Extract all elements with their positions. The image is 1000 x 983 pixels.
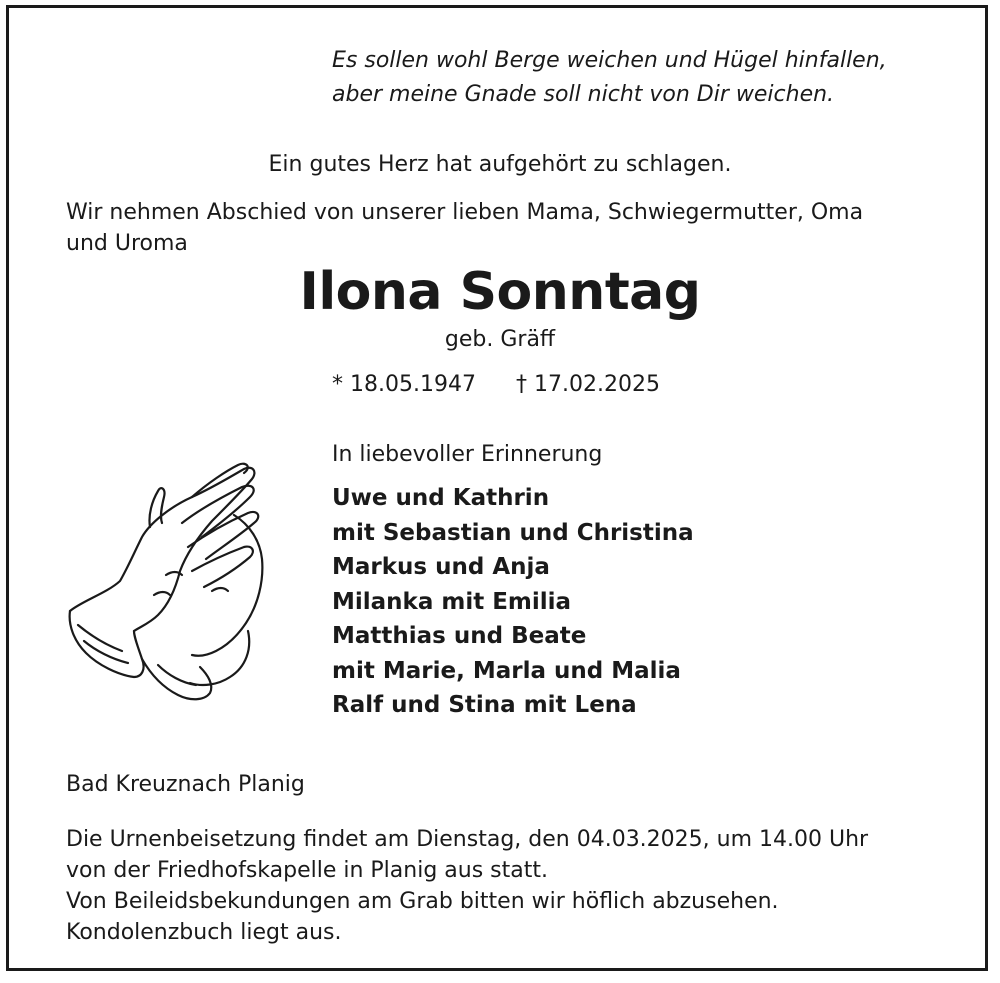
- death-date: † 17.02.2025: [516, 372, 660, 397]
- mourner-line: Markus und Anja: [332, 554, 550, 580]
- farewell-line-2: und Uroma: [66, 231, 188, 256]
- motto-line-1: Es sollen wohl Berge weichen und Hügel hinfallen,: [332, 48, 887, 73]
- motto-line-2: aber meine Gnade soll nicht von Dir weichen.: [332, 82, 835, 107]
- birth-date: * 18.05.1947: [332, 372, 476, 397]
- notice-line-3: Von Beileidsbekundungen am Grab bitten wir höflich abzusehen.: [66, 889, 779, 914]
- mourner-line: Matthias und Beate: [332, 623, 587, 649]
- farewell-line-1: Wir nehmen Abschied von unserer lieben Mama, Schwiegermutter, Oma: [66, 200, 864, 225]
- maiden-name: geb. Gräff: [444, 327, 556, 352]
- notice-line-4: Kondolenzbuch liegt aus.: [66, 920, 342, 945]
- intro-text: Ein gutes Herz hat aufgehört zu schlagen.: [268, 152, 732, 177]
- mourner-line: Milanka mit Emilia: [332, 588, 572, 615]
- deceased-name: Ilona Sonntag: [299, 262, 701, 322]
- mourner-line: Uwe und Kathrin: [332, 485, 550, 511]
- praying-hands-icon: [62, 455, 272, 715]
- mourner-line: mit Marie, Marla und Malia: [332, 657, 681, 684]
- notice-line-2: von der Friedhofskapelle in Planig aus statt.: [66, 858, 548, 883]
- location-text: Bad Kreuznach Planig: [66, 772, 305, 797]
- remembrance-text: In liebevoller Erinnerung: [332, 442, 603, 467]
- notice-line-1: Die Urnenbeisetzung findet am Dienstag, den 04.03.2025, um 14.00 Uhr: [66, 827, 869, 852]
- mourner-line: Ralf und Stina mit Lena: [332, 692, 637, 718]
- mourner-line: mit Sebastian und Christina: [332, 519, 694, 546]
